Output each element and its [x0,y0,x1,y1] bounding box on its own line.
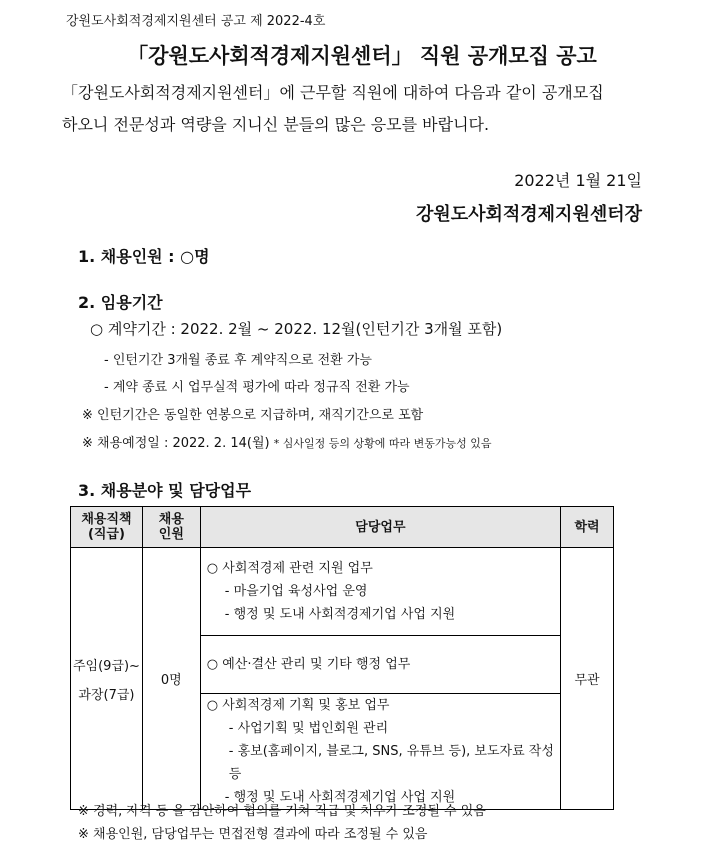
period-note-2 [82,432,491,451]
position-cell: 주임(9급)~ 과장(7급) [71,548,143,810]
header-duties: 담당업무 [200,507,560,548]
header-position: 채용직책 (직급) [71,507,143,548]
hire-date-remark: * 심사일정 등의 상황에 따라 변동가능성 있음 [273,437,492,450]
duty-group-3: ○ 사회적경제 기획 및 홍보 업무 - 사업기획 및 법인회원 관리 - 홍보(홈페이지, 블로그, SNS, 유튜브 등), 보도자료 작성 등 - 행정 및 도내 사회적경제기업 사업 지원 [200,694,560,810]
intro-text-line-1: 「강원도사회적경제지원센터」에 근무할 직원에 대하여 다음과 같이 공개모집 [62,83,604,102]
footnote-2: ※ 채용인원, 담당업무는 면접전형 결과에 따라 조정될 수 있음 [78,827,428,842]
section-recruit-count: 1. 채용인원 : ○명 [78,247,210,266]
hire-date: ※ 채용예정일 : 2022. 2. 14(월) [82,436,270,451]
notice-number: 강원도사회적경제지원센터 공고 제 2022-4호 [66,14,326,29]
footnote-1: ※ 경력, 자격 등 을 감안하여 협의를 거쳐 직급 및 처우가 조정될 수 있음 [78,804,486,819]
period-detail-1: - 인턴기간 3개월 종료 후 계약직으로 전환 가능 [104,353,372,368]
period-note-1: ※ 인턴기간은 동일한 연봉으로 지급하며, 재직기간으로 포함 [82,408,424,423]
education-cell: 무관 [561,548,614,810]
section-employment-period: 2. 임용기간 [78,293,163,312]
header-education: 학력 [561,507,614,548]
recruitment-table [70,506,614,810]
announcement-date: 2022년 1월 21일 [514,171,642,190]
table-header-row [71,507,614,548]
signer-name: 강원도사회적경제지원센터장 [415,204,642,225]
intro-text-line-2: 하오니 전문성과 역량을 지니신 분들의 많은 응모를 바랍니다. [62,115,490,134]
period-detail-2: - 계약 종료 시 업무실적 평가에 따라 정규직 전환 가능 [104,380,410,395]
section-fields-and-duties: 3. 채용분야 및 담당업무 [78,481,252,500]
duty-group-1: ○ 사회적경제 관련 지원 업무 - 마을기업 육성사업 운영 - 행정 및 도내 사회적경제기업 사업 지원 [200,548,560,636]
contract-period: ○ 계약기간 : 2022. 2월 ~ 2022. 12월(인턴기간 3개월 포함) [90,320,503,338]
document-title: 「강원도사회적경제지원센터」 직원 공개모집 공고 [127,44,597,68]
duty-group-2: ○ 예산·결산 관리 및 기타 행정 업무 [200,636,560,694]
header-count: 채용 인원 [142,507,200,548]
table-row [71,548,614,636]
count-cell: 0명 [142,548,200,810]
